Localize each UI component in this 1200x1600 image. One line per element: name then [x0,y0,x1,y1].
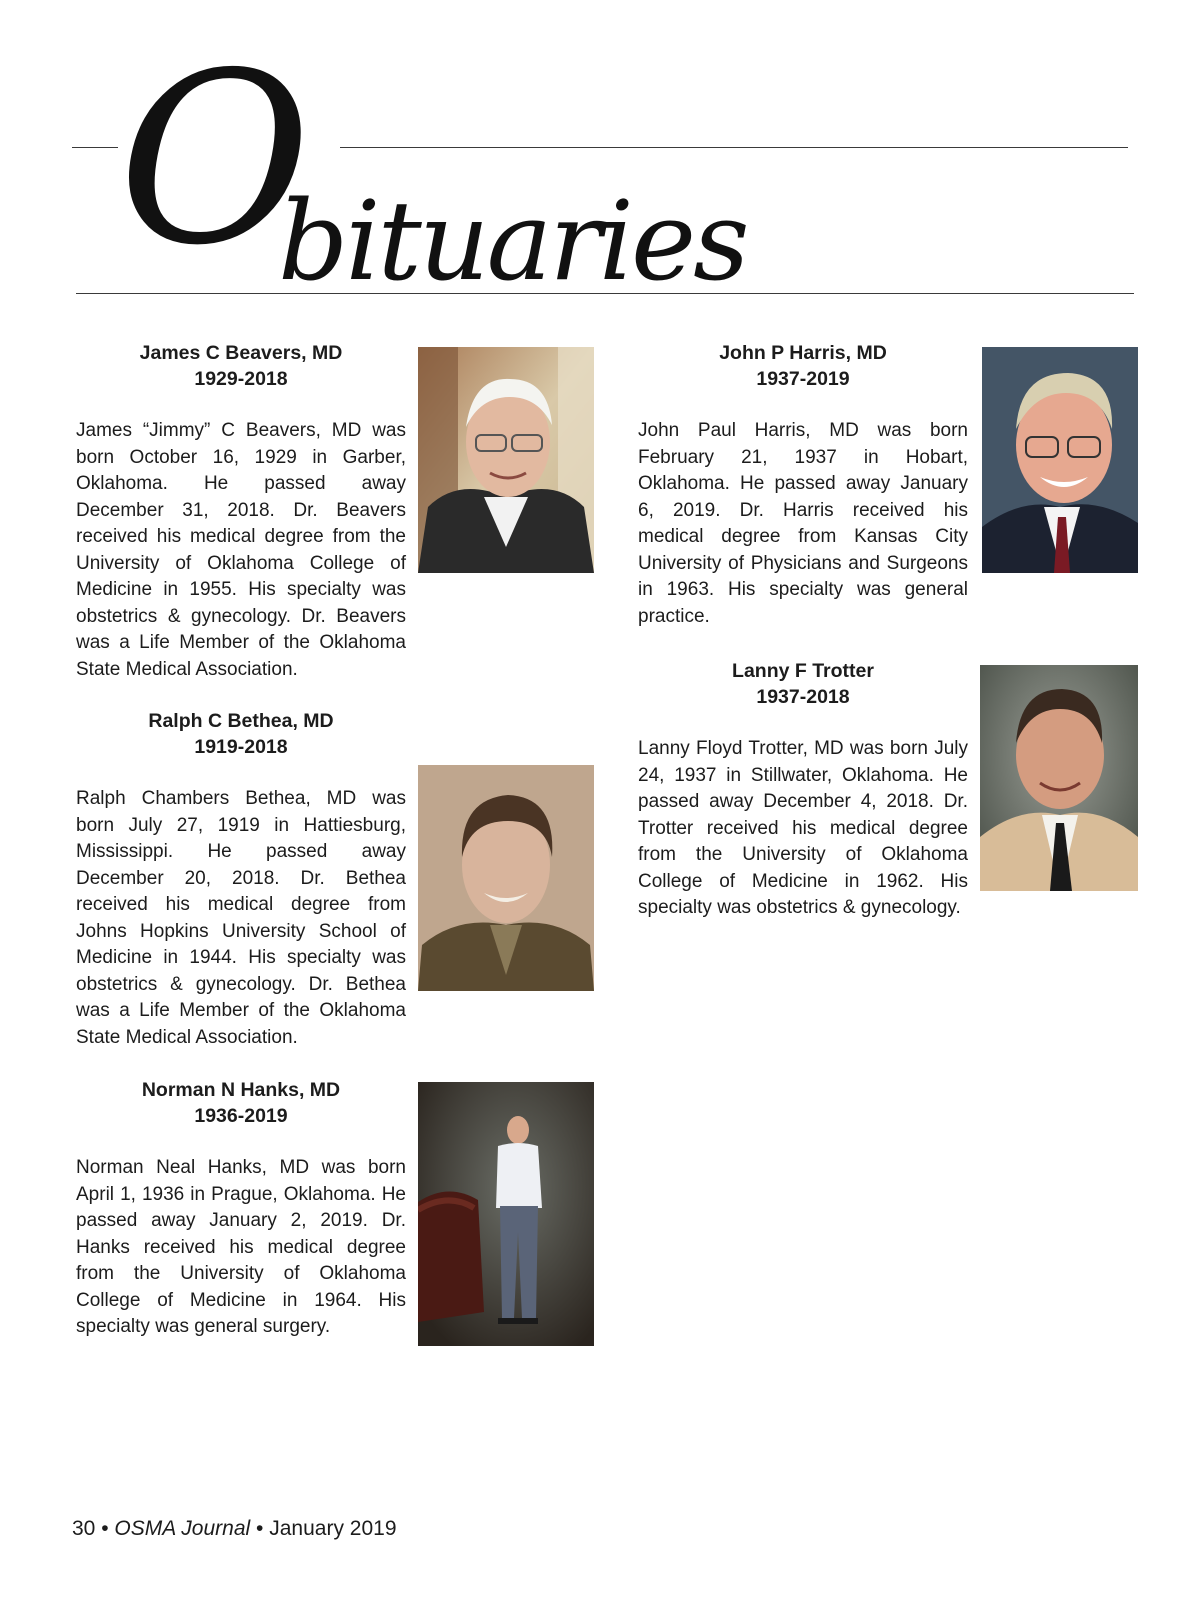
obituary-body: John Paul Harris, MD was born February 21, 1937 in Hobart, Oklahoma. He passed away January 6, 2019. Dr. Harris received his medical degree from Kansas City University of Physicians and Surgeons in 1963. His specialty was general practice. [638,420,968,627]
obituary-name: Lanny F Trotter [732,660,874,682]
portrait-photo-harris [982,347,1138,573]
obituary-years: 1919-2018 [194,736,288,758]
obituary-harris [638,340,968,630]
page-title-initial: O [118,42,319,278]
obituary-trotter [638,658,968,922]
obituary-name: Norman N Hanks, MD [141,1079,341,1101]
portrait-photo-trotter [980,665,1138,891]
issue-date: January 2019 [269,1517,397,1540]
page-footer [72,1517,397,1541]
obituary-years: 1936-2019 [194,1105,288,1127]
obituary-name: John P Harris, MD [719,342,887,364]
obituary-beavers [76,340,406,683]
journal-name: OSMA Journal [114,1517,251,1540]
obituary-years: 1937-2019 [756,368,850,390]
portrait-photo-beavers [418,347,594,573]
obituary-body: Norman Neal Hanks, MD was born April 1, 1936 in Prague, Oklahoma. He passed away January 2, 2019. Dr. Hanks received his medical degree from the University of Oklahoma College of Medicine in 1964. His specialty was general surgery. [76,1157,406,1337]
page-title-rest: bituaries [278,177,747,305]
obituary-bethea [76,708,406,1051]
obituary-name: James C Beavers, MD [139,342,343,364]
obituary-body: James “Jimmy” C Beavers, MD was born October 16, 1929 in Garber, Oklahoma. He passed away December 31, 2018. Dr. Beavers received his medical degree from the University of Oklahoma College of Medicine in 1955. His specialty was obstetrics & gynecology. Dr. Beavers was a Life Member of the Oklahoma State Medical Association. [76,420,406,680]
footer-separator: • [256,1517,264,1540]
obituary-body: Lanny Floyd Trotter, MD was born July 24, 1937 in Stillwater, Oklahoma. He passed away December 4, 2018. Dr. Trotter received his medical degree from the University of Oklahoma College of Medicine in 1962. His specialty was obstetrics & gynecology. [638,738,968,918]
page-number: 30 [72,1517,96,1540]
portrait-photo-bethea [418,765,594,991]
footer-separator: • [101,1517,109,1540]
page-title [118,22,818,305]
obituary-hanks [76,1077,406,1341]
obituary-body: Ralph Chambers Bethea, MD was born July 27, 1919 in Hattiesburg, Mississippi. He passed away December 20, 2018. Dr. Bethea received his medical degree from Johns Hopkins University School of Medicine in 1944. His specialty was obstetrics & gynecology. Dr. Bethea was a Life Member of the Oklahoma State Medical Association. [76,788,406,1048]
portrait-photo-hanks [418,1082,594,1346]
obituary-years: 1929-2018 [194,368,288,390]
obituary-name: Ralph C Bethea, MD [148,710,334,732]
obituary-years: 1937-2018 [756,686,850,708]
